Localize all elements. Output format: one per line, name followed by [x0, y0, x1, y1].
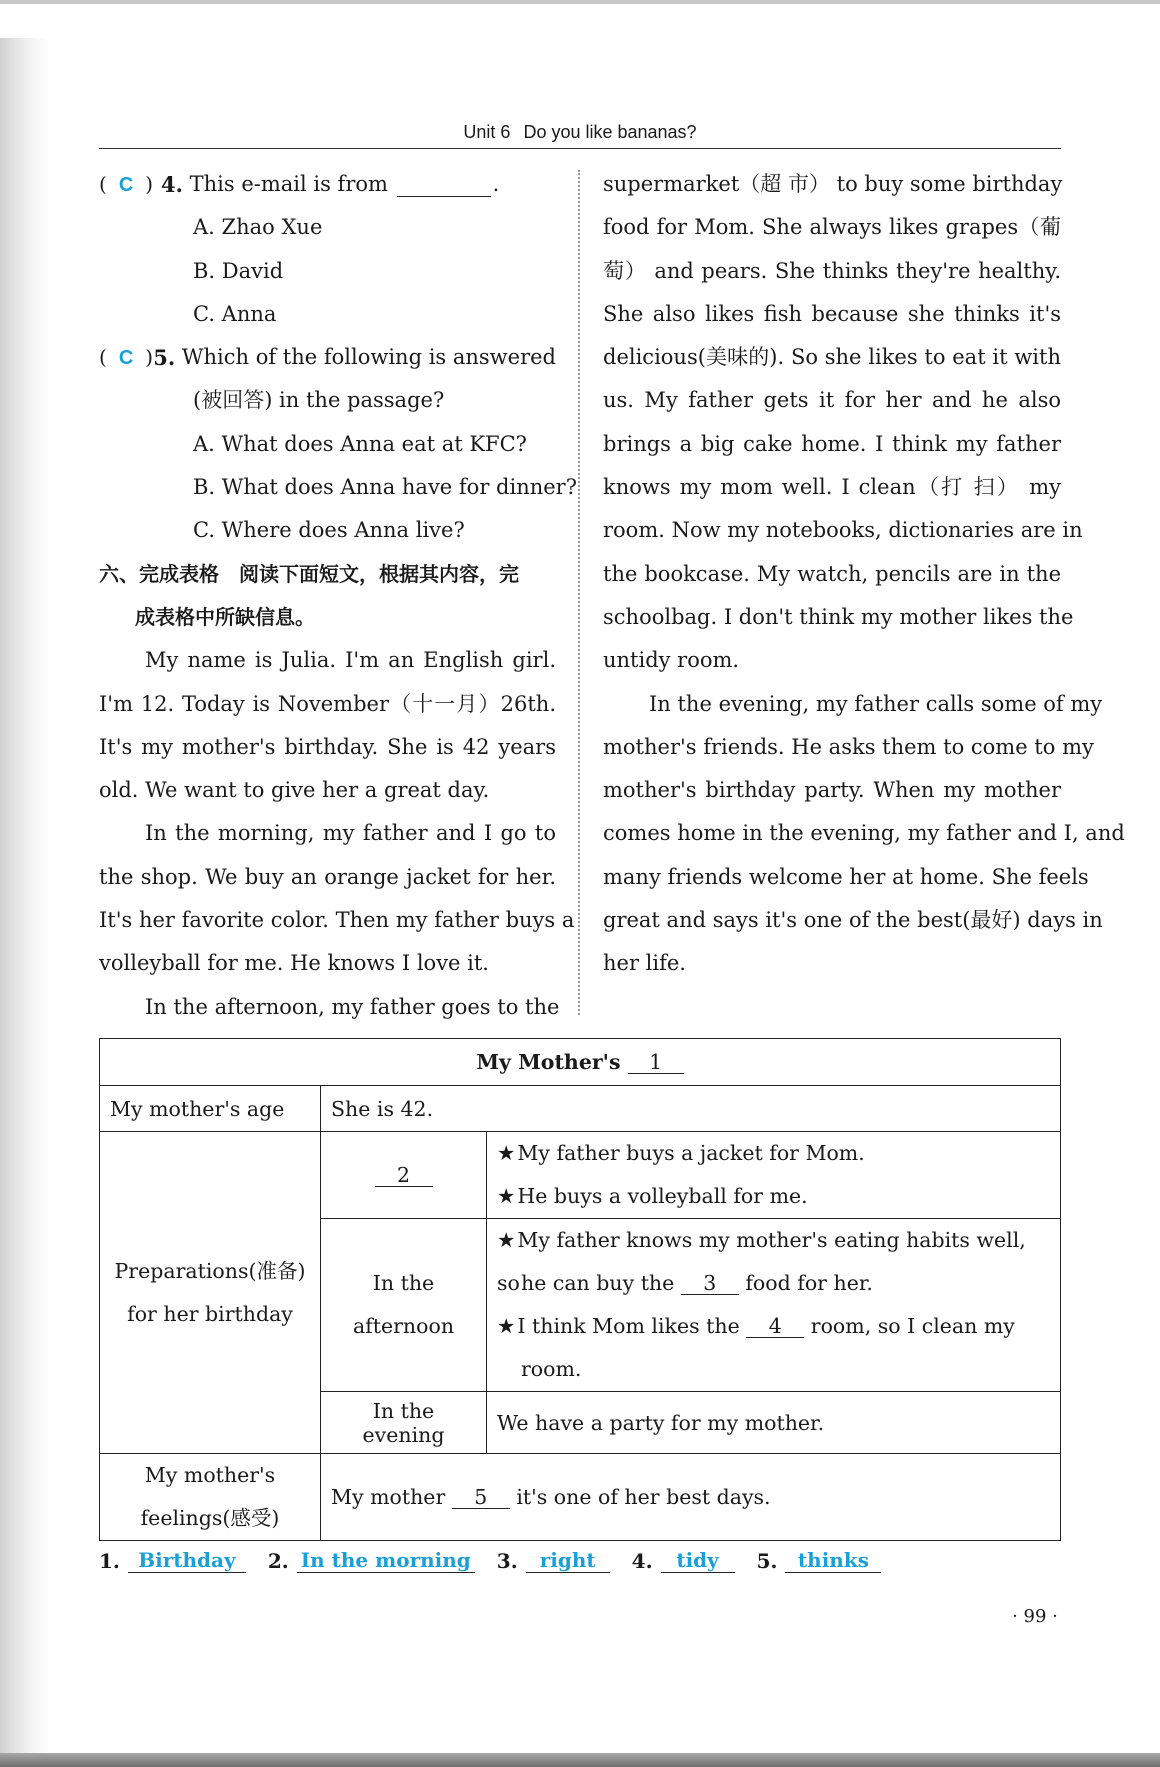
section-heading: 六、完成表格 阅读下面短文，根据其内容，完	[99, 561, 519, 586]
question-number: 5.	[153, 345, 176, 371]
age-label: My mother's age	[100, 1086, 321, 1132]
answer-number: 3.	[496, 1549, 518, 1573]
answer-number: 2.	[267, 1549, 289, 1573]
passage-line: volleyball for me. He knows I love it.	[99, 951, 489, 976]
blank-5: 5	[452, 1486, 510, 1509]
unit-label: Unit 6	[463, 122, 511, 142]
passage-line: many friends welcome her at home. She feels	[603, 864, 1089, 889]
passage-line: great and says it's one of the best(最好) days in	[603, 908, 1103, 933]
passage-line: the shop. We buy an orange jacket for her.	[99, 864, 556, 889]
blank-2: 2	[375, 1164, 433, 1187]
passage-line: 萄） and pears. She thinks they're healthy.	[603, 258, 1061, 283]
passage-line: supermarket（超 市） to buy some birthday	[603, 172, 1063, 196]
feelings-label: My mother's feelings(感受)	[100, 1454, 321, 1541]
blank-1: 1	[628, 1051, 684, 1074]
passage-line: her life.	[603, 951, 686, 976]
passage-line: room. Now my notebooks, dictionaries are in	[603, 518, 1083, 543]
option: C. Anna	[193, 301, 277, 326]
answer-value: thinks	[785, 1548, 881, 1573]
age-value: She is 42.	[321, 1086, 1061, 1132]
question-5: ( C ) 5. Which of the following is answered	[99, 336, 556, 379]
passage-line: the bookcase. My watch, pencils are in the	[603, 561, 1061, 586]
page-number: · 99 ·	[1012, 1606, 1058, 1627]
passage-line: comes home in the evening, my father and I, and	[603, 821, 1125, 846]
answer-number: 4.	[631, 1549, 653, 1573]
page-shadow	[0, 38, 50, 1753]
passage-line: untidy room.	[603, 648, 740, 673]
passage-line: mother's friends. He asks them to come to my	[603, 734, 1094, 759]
table-title: My Mother's 1	[100, 1039, 1061, 1086]
unit-title: Do you like bananas?	[523, 122, 697, 142]
passage-line: delicious(美味的). So she likes to eat it with	[603, 345, 1061, 370]
answer-value: In the morning	[297, 1548, 475, 1573]
option: A. What does Anna eat at KFC?	[193, 431, 527, 456]
passage-line: mother's birthday party. When my mother	[603, 778, 1061, 803]
left-column	[99, 163, 577, 1029]
question-stem: This e-mail is from	[189, 172, 388, 196]
star-icon: ★	[497, 1184, 516, 1208]
feelings-value: My mother 5 it's one of her best days.	[321, 1454, 1061, 1541]
answer-mark: C	[118, 173, 134, 196]
column-divider	[578, 170, 580, 1015]
morning-cell	[321, 1132, 487, 1219]
passage-line: She also likes fish because she thinks it's	[603, 301, 1061, 326]
star-icon: ★	[497, 1141, 516, 1165]
evening-label: In the evening	[321, 1392, 487, 1454]
passage-line: In the morning, my father and I go to	[145, 821, 556, 846]
question-stem: Which of the following is answered	[181, 345, 556, 370]
option: B. What does Anna have for dinner?	[193, 475, 577, 500]
blank-4: 4	[746, 1315, 804, 1338]
passage-line: In the evening, my father calls some of my	[649, 691, 1103, 716]
evening-value: We have a party for my mother.	[487, 1392, 1061, 1454]
answer-value: right	[526, 1548, 610, 1573]
afternoon-items: ★My father knows my mother's eating habits well, so he can buy the 3 food for her. ★I think Mom likes the 4 room, so I clean my room.	[487, 1219, 1061, 1392]
preparations-label: Preparations(准备) for her birthday	[100, 1132, 321, 1454]
passage-line: us. My father gets it for her and he also	[603, 388, 1061, 413]
afternoon-cell: In the afternoon	[321, 1219, 487, 1392]
passage-line: It's my mother's birthday. She is 42 years	[99, 734, 556, 759]
page-header	[99, 118, 1061, 149]
answer-value: Birthday	[128, 1548, 246, 1573]
answer-key	[99, 1537, 999, 1573]
answer-blank	[397, 172, 491, 197]
question-number: 4.	[161, 172, 183, 197]
answer-number: 5.	[756, 1549, 778, 1573]
passage-line: schoolbag. I don't think my mother likes the	[603, 604, 1074, 629]
answer-mark: C	[118, 346, 134, 369]
blank-3: 3	[681, 1272, 739, 1295]
passage-line: brings a big cake home. I think my father	[603, 431, 1061, 456]
passage-line: old. We want to give her a great day.	[99, 778, 490, 803]
passage-line: In the afternoon, my father goes to the	[145, 994, 560, 1019]
option: A. Zhao Xue	[193, 215, 323, 240]
answer-value: tidy	[661, 1548, 735, 1573]
question-4: ( C ) 4. This e-mail is from .	[99, 163, 556, 206]
passage-line: My name is Julia. I'm an English girl.	[145, 648, 556, 673]
morning-items: ★My father buys a jacket for Mom. ★He buys a volleyball for me.	[487, 1132, 1061, 1219]
question-stem-cont: (被回答) in the passage?	[193, 388, 445, 413]
answer-number: 1.	[99, 1549, 120, 1573]
passage-line: I'm 12. Today is November（十一月）26th.	[99, 691, 556, 716]
section-heading-cont: 成表格中所缺信息。	[135, 604, 315, 629]
top-edge	[0, 0, 1160, 4]
star-icon: ★	[497, 1228, 516, 1252]
right-column	[603, 163, 1125, 986]
passage-line: It's her favorite color. Then my father buys a	[99, 908, 575, 933]
star-icon: ★	[497, 1314, 516, 1338]
option: B. David	[193, 258, 284, 283]
info-table	[99, 1038, 1061, 1541]
option: C. Where does Anna live?	[193, 518, 465, 543]
passage-line: food for Mom. She always likes grapes（葡	[603, 215, 1061, 240]
bottom-edge	[0, 1753, 1160, 1767]
passage-line: knows my mom well. I clean（打 扫） my	[603, 475, 1061, 500]
